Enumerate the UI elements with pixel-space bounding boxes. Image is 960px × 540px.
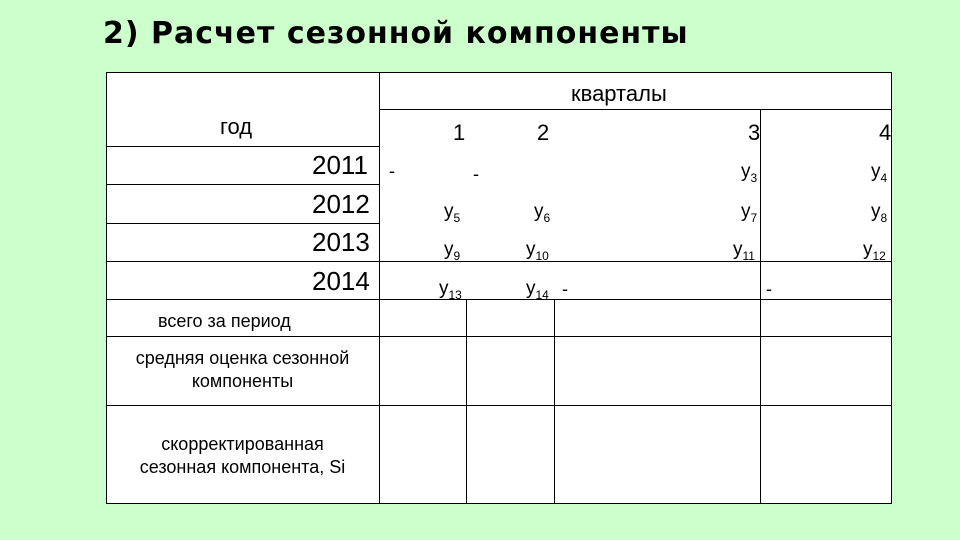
- grid-line-h: [106, 184, 379, 185]
- quarters-header: кварталы: [571, 81, 667, 106]
- quarter-2-header: 2: [537, 120, 550, 145]
- value-2014-q2: $y_{14}$: [526, 278, 549, 302]
- value-2012-q1: $y_5$: [444, 201, 461, 225]
- seasonal-table: [106, 72, 892, 504]
- grid-line-h: [106, 223, 379, 224]
- grid-line-h: [106, 405, 892, 406]
- value-2012-q4: $y_8$: [871, 201, 888, 225]
- dash-mark: -: [473, 164, 479, 184]
- year-2013: 2013: [312, 227, 370, 257]
- grid-line-h: [379, 109, 892, 110]
- value-2013-q1: $y_9$: [444, 239, 461, 263]
- row-label-average-line2: компоненты: [191, 371, 294, 392]
- year-header: год: [220, 114, 253, 139]
- page-title: 2) Расчет сезонной компоненты: [103, 16, 689, 51]
- grid-line-h: [106, 146, 379, 147]
- row-label-adjusted-line2: сезонная компонента, Si: [139, 457, 346, 478]
- dash-mark: -: [562, 279, 568, 299]
- value-2013-q2: $y_{10}$: [526, 239, 549, 263]
- row-label-adjusted-line1: скорректированная: [161, 434, 324, 454]
- value-2012-q3: $y_7$: [741, 201, 758, 225]
- grid-line-v: [760, 109, 761, 504]
- grid-line-h: [106, 261, 892, 262]
- quarter-4-header: 4: [879, 120, 892, 145]
- table-border-top: [106, 72, 892, 73]
- quarter-1-header: 1: [453, 120, 466, 145]
- dash-mark: -: [389, 161, 395, 181]
- value-2011-q4: $y_4$: [871, 161, 888, 185]
- value-2013-q4: $y_{12}$: [863, 239, 886, 263]
- dash-mark: -: [766, 279, 772, 299]
- row-label-total: всего за период: [158, 311, 291, 331]
- year-2012: 2012: [312, 189, 370, 219]
- grid-line-v: [379, 72, 380, 504]
- table-border-bottom: [106, 503, 892, 504]
- grid-line-h: [106, 336, 892, 337]
- grid-line-v: [466, 299, 467, 504]
- year-2014: 2014: [312, 266, 370, 296]
- value-2011-q3: $y_3$: [741, 161, 758, 185]
- quarter-3-header: 3: [748, 120, 761, 145]
- row-label-average-line1: средняя оценка сезонной: [135, 348, 350, 368]
- value-2013-q3: $y_{11}$: [733, 239, 755, 263]
- value-2012-q2: $y_6$: [534, 201, 551, 225]
- grid-line-v: [554, 299, 555, 504]
- grid-line-h: [106, 299, 892, 300]
- year-2011: 2011: [312, 150, 368, 180]
- row-label-adjusted: [106, 433, 379, 480]
- row-label-average: [106, 347, 379, 394]
- value-2014-q1: $y_{13}$: [439, 278, 462, 302]
